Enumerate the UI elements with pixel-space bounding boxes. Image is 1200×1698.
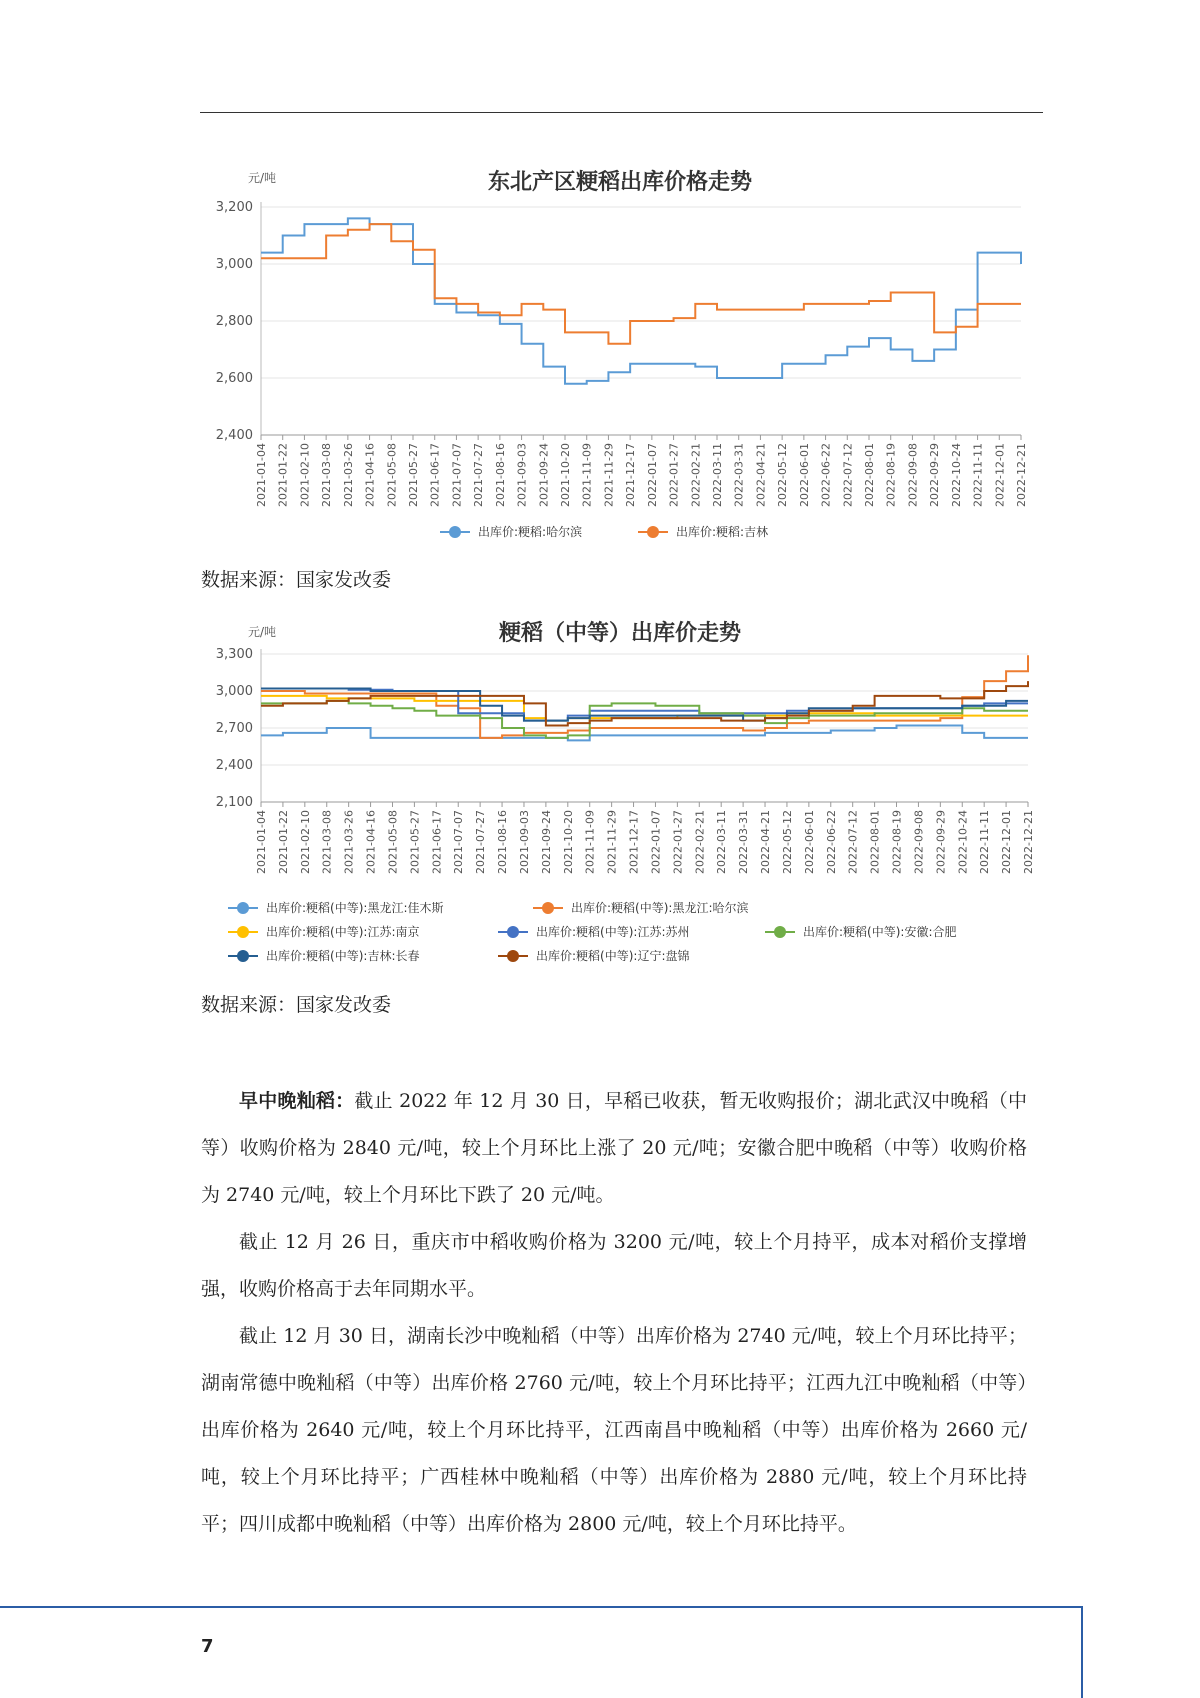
x-tick-label: 2021-06-17 — [428, 443, 442, 507]
y-axis-unit: 元/吨 — [248, 171, 277, 185]
legend-marker — [542, 902, 554, 914]
x-tick-label: 2021-11-29 — [605, 810, 619, 874]
x-tick-label: 2022-01-07 — [649, 810, 663, 874]
x-tick-label: 2022-07-12 — [846, 810, 860, 874]
chart-northeast-japonica — [208, 158, 1043, 548]
x-tick-label: 2022-06-22 — [819, 443, 833, 507]
y-tick-label: 2,400 — [215, 428, 253, 443]
paragraph-hunan-jiangxi: 截止 12 月 30 日，湖南长沙中晚籼稻（中等）出库价格为 2740 元/吨，较上个月环比持平；湖南常德中晚籼稻（中等）出库价格 2760 元/吨，较上个月环比持平；江西九江中晚籼稻（中等）出库价格为 2640 元/吨，较上个月环比持平，江西南昌中晚籼稻（中等）出库价格为 2660 元/吨，较上个月环比持平；广西桂林中晚籼稻（中等）出库价格为 2880 元/吨，较上个月环比持平；四川成都中晚籼稻（中等）出库价格为 2800 元/吨，较上个月环比持平。 — [201, 1325, 1027, 1535]
x-tick-label: 2022-06-01 — [797, 443, 811, 507]
x-tick-label: 2021-07-07 — [450, 443, 464, 507]
series-line-1 — [261, 224, 1021, 344]
legend-marker — [507, 926, 519, 938]
x-tick-label: 2021-05-27 — [408, 810, 422, 874]
x-tick-label: 2022-05-12 — [776, 443, 790, 507]
y-tick-label: 2,400 — [215, 758, 253, 773]
x-tick-label: 2022-08-19 — [884, 443, 898, 507]
x-tick-label: 2022-08-01 — [863, 443, 876, 507]
x-tick-label: 2022-06-22 — [824, 810, 838, 874]
x-tick-label: 2022-03-31 — [737, 810, 751, 874]
x-tick-label: 2022-12-01 — [1000, 810, 1014, 874]
x-tick-label: 2021-12-17 — [627, 810, 641, 874]
page-number: 7 — [201, 1636, 214, 1657]
chart1-svg — [208, 158, 1043, 548]
chart2-svg — [208, 614, 1043, 974]
legend-label: 出库价:粳稻(中等):江苏:南京 — [266, 925, 420, 939]
x-tick-label: 2021-01-04 — [255, 810, 268, 874]
legend-marker — [237, 926, 249, 938]
x-tick-label: 2022-06-01 — [802, 810, 816, 874]
x-tick-label: 2021-08-16 — [496, 810, 510, 874]
x-tick-label: 2022-12-21 — [1015, 443, 1028, 507]
x-tick-label: 2021-04-16 — [363, 443, 377, 507]
legend-label: 出库价:粳稻(中等):吉林:长春 — [266, 949, 420, 963]
y-tick-label: 3,300 — [215, 647, 253, 662]
x-tick-label: 2021-10-20 — [559, 443, 572, 507]
x-tick-label: 2022-09-08 — [912, 810, 926, 874]
x-tick-label: 2021-05-08 — [386, 810, 400, 874]
x-tick-label: 2021-01-22 — [276, 443, 290, 507]
y-tick-label: 3,200 — [215, 200, 253, 215]
y-tick-label: 3,000 — [215, 684, 253, 699]
x-tick-label: 2022-08-01 — [868, 810, 882, 874]
footer-frame — [0, 1606, 1083, 1698]
x-tick-label: 2021-09-24 — [539, 810, 553, 874]
legend-label: 出库价:粳稻(中等):黑龙江:哈尔滨 — [571, 901, 749, 915]
legend-label: 出库价:粳稻:吉林 — [676, 525, 769, 539]
x-tick-label: 2022-03-11 — [715, 810, 729, 874]
paragraph-indica-heading: 早中晚籼稻： — [239, 1090, 355, 1112]
legend-marker — [507, 950, 519, 962]
x-tick-label: 2022-12-01 — [993, 443, 1007, 507]
header-rule — [200, 112, 1043, 113]
legend-marker — [774, 926, 786, 938]
x-tick-label: 2021-11-29 — [602, 443, 616, 507]
y-axis-unit: 元/吨 — [248, 625, 277, 639]
chart-title: 东北产区粳稻出库价格走势 — [487, 170, 753, 195]
x-tick-label: 2021-07-27 — [472, 443, 486, 507]
x-tick-label: 2022-08-19 — [890, 810, 904, 874]
x-tick-label: 2022-11-11 — [971, 443, 985, 507]
x-tick-label: 2021-03-08 — [320, 810, 334, 874]
x-tick-label: 2022-12-21 — [1022, 810, 1035, 874]
x-tick-label: 2021-01-04 — [255, 443, 268, 507]
y-tick-label: 2,100 — [215, 795, 253, 810]
x-tick-label: 2021-11-09 — [583, 810, 597, 874]
legend-label: 出库价:粳稻(中等):辽宁:盘锦 — [536, 949, 690, 963]
legend-label: 出库价:粳稻(中等):安徽:合肥 — [803, 925, 957, 939]
x-tick-label: 2021-11-09 — [580, 443, 594, 507]
legend-marker — [237, 950, 249, 962]
y-tick-label: 2,800 — [215, 314, 253, 329]
x-tick-label: 2021-07-07 — [452, 810, 466, 874]
x-tick-label: 2021-03-08 — [320, 443, 334, 507]
x-tick-label: 2022-01-27 — [671, 810, 685, 874]
x-tick-label: 2021-03-26 — [341, 443, 355, 507]
x-tick-label: 2022-09-08 — [906, 443, 920, 507]
legend-marker — [449, 526, 461, 538]
x-tick-label: 2022-03-31 — [732, 443, 746, 507]
x-tick-label: 2021-10-20 — [561, 810, 575, 874]
chart-japonica-medium — [208, 614, 1043, 974]
x-tick-label: 2021-12-17 — [624, 443, 638, 507]
x-tick-label: 2021-09-03 — [517, 810, 531, 874]
chart1-source: 数据来源：国家发改委 — [201, 569, 392, 591]
x-tick-label: 2021-02-10 — [298, 443, 312, 507]
y-tick-label: 3,000 — [215, 257, 253, 272]
x-tick-label: 2022-04-21 — [759, 810, 773, 874]
x-tick-label: 2021-04-16 — [364, 810, 378, 874]
x-tick-label: 2022-09-29 — [934, 810, 948, 874]
y-tick-label: 2,700 — [215, 721, 253, 736]
legend-marker — [647, 526, 659, 538]
paragraph-chongqing: 截止 12 月 26 日，重庆市中稻收购价格为 3200 元/吨，较上个月持平，成本对稻价支撑增强，收购价格高于去年同期水平。 — [201, 1231, 1027, 1300]
y-tick-label: 2,600 — [215, 371, 253, 386]
x-tick-label: 2022-02-21 — [689, 443, 703, 507]
x-tick-label: 2021-02-10 — [298, 810, 312, 874]
series-line-4 — [261, 701, 1028, 738]
x-tick-label: 2021-05-08 — [385, 443, 399, 507]
x-tick-label: 2022-07-12 — [841, 443, 855, 507]
legend-label: 出库价:粳稻:哈尔滨 — [478, 525, 583, 539]
chart-title: 粳稻（中等）出库价走势 — [498, 621, 742, 646]
x-tick-label: 2022-05-12 — [780, 810, 794, 874]
paragraph-indica-text: 截止 2022 年 12 月 30 日，早稻已收获，暂无收购报价；湖北武汉中晚稻（中等）收购价格为 2840 元/吨，较上个月环比上涨了 20 元/吨；安徽合肥中晚稻（中等）收购价格为 2740 元/吨，较上个月环比下跌了 20 元/吨。 — [201, 1090, 1027, 1206]
x-tick-label: 2021-05-27 — [407, 443, 420, 507]
x-tick-label: 2022-11-11 — [978, 810, 992, 874]
x-tick-label: 2021-03-26 — [342, 810, 356, 874]
x-tick-label: 2021-09-03 — [515, 443, 529, 507]
x-tick-label: 2022-09-29 — [928, 443, 942, 507]
x-tick-label: 2021-09-24 — [537, 443, 551, 507]
x-tick-label: 2022-01-27 — [667, 443, 681, 507]
chart2-source: 数据来源：国家发改委 — [201, 994, 392, 1016]
legend-label: 出库价:粳稻(中等):黑龙江:佳木斯 — [266, 901, 444, 915]
x-tick-label: 2022-03-11 — [711, 443, 724, 507]
x-tick-label: 2021-01-22 — [276, 810, 290, 874]
x-tick-label: 2022-10-24 — [956, 810, 970, 874]
x-tick-label: 2021-06-17 — [430, 810, 444, 874]
x-tick-label: 2022-01-07 — [645, 443, 659, 507]
paragraph-indica — [201, 1078, 1027, 1219]
x-tick-label: 2021-07-27 — [474, 810, 488, 874]
legend-marker — [237, 902, 249, 914]
x-tick-label: 2022-10-24 — [949, 443, 963, 507]
legend-label: 出库价:粳稻(中等):江苏:苏州 — [536, 925, 690, 939]
x-tick-label: 2022-02-21 — [693, 810, 707, 874]
x-tick-label: 2021-08-16 — [493, 443, 507, 507]
x-tick-label: 2022-04-21 — [754, 443, 768, 507]
series-line-0 — [261, 218, 1021, 383]
body-text — [201, 1078, 1027, 1548]
